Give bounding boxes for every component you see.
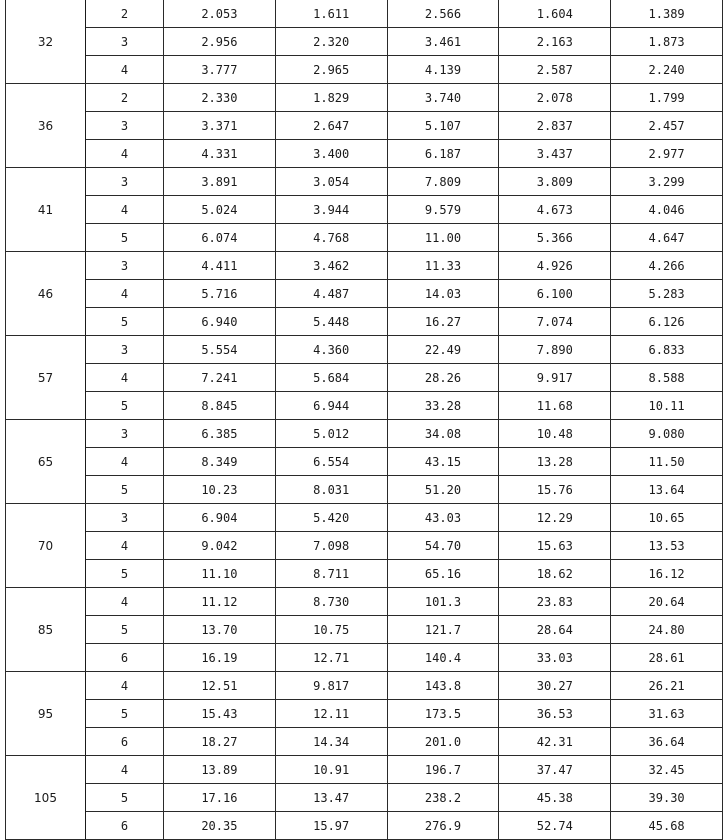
value-cell: 1.604	[499, 0, 611, 28]
value-cell: 6.554	[275, 448, 387, 476]
value-cell: 18.27	[164, 728, 276, 756]
value-cell: 10.11	[611, 392, 723, 420]
table-row	[6, 168, 723, 196]
value-cell: 8.711	[275, 560, 387, 588]
value-cell: 34.08	[387, 420, 499, 448]
value-cell: 143.8	[387, 672, 499, 700]
value-cell: 16.19	[164, 644, 276, 672]
value-cell: 9.917	[499, 364, 611, 392]
value-cell: 24.80	[611, 616, 723, 644]
value-cell: 9.579	[387, 196, 499, 224]
value-cell: 11.68	[499, 392, 611, 420]
table-row	[6, 644, 723, 672]
value-cell: 9.042	[164, 532, 276, 560]
value-cell: 6.074	[164, 224, 276, 252]
size-cell: 41	[6, 168, 86, 252]
table-row	[6, 532, 723, 560]
value-cell: 140.4	[387, 644, 499, 672]
value-cell: 36.64	[611, 728, 723, 756]
table-row	[6, 252, 723, 280]
value-cell: 28.26	[387, 364, 499, 392]
thickness-cell: 2	[86, 0, 164, 28]
value-cell: 11.50	[611, 448, 723, 476]
thickness-cell: 3	[86, 336, 164, 364]
table-row	[6, 392, 723, 420]
value-cell: 15.43	[164, 700, 276, 728]
value-cell: 1.799	[611, 84, 723, 112]
value-cell: 42.31	[499, 728, 611, 756]
value-cell: 10.23	[164, 476, 276, 504]
thickness-cell: 3	[86, 168, 164, 196]
value-cell: 6.126	[611, 308, 723, 336]
thickness-cell: 5	[86, 224, 164, 252]
table-row	[6, 784, 723, 812]
value-cell: 2.320	[275, 28, 387, 56]
table-row	[6, 616, 723, 644]
value-cell: 22.49	[387, 336, 499, 364]
thickness-cell: 5	[86, 392, 164, 420]
value-cell: 7.809	[387, 168, 499, 196]
value-cell: 6.833	[611, 336, 723, 364]
value-cell: 2.647	[275, 112, 387, 140]
value-cell: 238.2	[387, 784, 499, 812]
value-cell: 8.031	[275, 476, 387, 504]
value-cell: 3.054	[275, 168, 387, 196]
table-row	[6, 448, 723, 476]
value-cell: 23.83	[499, 588, 611, 616]
value-cell: 45.38	[499, 784, 611, 812]
value-cell: 13.89	[164, 756, 276, 784]
value-cell: 16.12	[611, 560, 723, 588]
value-cell: 14.34	[275, 728, 387, 756]
thickness-cell: 4	[86, 672, 164, 700]
thickness-cell: 5	[86, 308, 164, 336]
value-cell: 13.28	[499, 448, 611, 476]
thickness-cell: 3	[86, 112, 164, 140]
value-cell: 1.611	[275, 0, 387, 28]
value-cell: 13.53	[611, 532, 723, 560]
value-cell: 15.97	[275, 812, 387, 840]
value-cell: 2.977	[611, 140, 723, 168]
value-cell: 4.411	[164, 252, 276, 280]
table-row	[6, 812, 723, 840]
value-cell: 3.437	[499, 140, 611, 168]
value-cell: 14.03	[387, 280, 499, 308]
value-cell: 1.829	[275, 84, 387, 112]
value-cell: 2.956	[164, 28, 276, 56]
thickness-cell: 4	[86, 364, 164, 392]
value-cell: 13.47	[275, 784, 387, 812]
value-cell: 12.11	[275, 700, 387, 728]
value-cell: 32.45	[611, 756, 723, 784]
value-cell: 201.0	[387, 728, 499, 756]
value-cell: 5.448	[275, 308, 387, 336]
value-cell: 5.012	[275, 420, 387, 448]
thickness-cell: 5	[86, 700, 164, 728]
thickness-cell: 6	[86, 728, 164, 756]
thickness-cell: 4	[86, 56, 164, 84]
value-cell: 43.03	[387, 504, 499, 532]
value-cell: 5.716	[164, 280, 276, 308]
value-cell: 20.64	[611, 588, 723, 616]
value-cell: 6.385	[164, 420, 276, 448]
value-cell: 52.74	[499, 812, 611, 840]
table-row	[6, 588, 723, 616]
value-cell: 7.074	[499, 308, 611, 336]
value-cell: 2.965	[275, 56, 387, 84]
value-cell: 26.21	[611, 672, 723, 700]
value-cell: 10.48	[499, 420, 611, 448]
value-cell: 4.647	[611, 224, 723, 252]
value-cell: 5.684	[275, 364, 387, 392]
value-cell: 8.730	[275, 588, 387, 616]
value-cell: 3.891	[164, 168, 276, 196]
value-cell: 173.5	[387, 700, 499, 728]
value-cell: 31.63	[611, 700, 723, 728]
value-cell: 3.461	[387, 28, 499, 56]
value-cell: 1.389	[611, 0, 723, 28]
value-cell: 2.457	[611, 112, 723, 140]
thickness-cell: 3	[86, 420, 164, 448]
size-cell: 65	[6, 420, 86, 504]
value-cell: 13.70	[164, 616, 276, 644]
table-row	[6, 560, 723, 588]
size-cell: 46	[6, 252, 86, 336]
value-cell: 11.12	[164, 588, 276, 616]
value-cell: 4.360	[275, 336, 387, 364]
value-cell: 5.420	[275, 504, 387, 532]
value-cell: 3.777	[164, 56, 276, 84]
value-cell: 6.100	[499, 280, 611, 308]
value-cell: 9.817	[275, 672, 387, 700]
value-cell: 13.64	[611, 476, 723, 504]
table-row	[6, 364, 723, 392]
value-cell: 39.30	[611, 784, 723, 812]
table-row	[6, 336, 723, 364]
size-cell: 105	[6, 756, 86, 840]
value-cell: 5.107	[387, 112, 499, 140]
value-cell: 45.68	[611, 812, 723, 840]
value-cell: 121.7	[387, 616, 499, 644]
thickness-cell: 4	[86, 140, 164, 168]
thickness-cell: 4	[86, 588, 164, 616]
value-cell: 4.266	[611, 252, 723, 280]
thickness-cell: 5	[86, 560, 164, 588]
size-cell: 57	[6, 336, 86, 420]
value-cell: 33.28	[387, 392, 499, 420]
value-cell: 28.64	[499, 616, 611, 644]
thickness-cell: 6	[86, 644, 164, 672]
value-cell: 6.940	[164, 308, 276, 336]
value-cell: 65.16	[387, 560, 499, 588]
thickness-cell: 2	[86, 84, 164, 112]
thickness-cell: 5	[86, 784, 164, 812]
size-cell: 85	[6, 588, 86, 672]
value-cell: 11.00	[387, 224, 499, 252]
value-cell: 3.809	[499, 168, 611, 196]
value-cell: 5.024	[164, 196, 276, 224]
table-row	[6, 280, 723, 308]
table-row	[6, 0, 723, 28]
value-cell: 4.139	[387, 56, 499, 84]
value-cell: 33.03	[499, 644, 611, 672]
value-cell: 12.29	[499, 504, 611, 532]
value-cell: 4.768	[275, 224, 387, 252]
value-cell: 8.588	[611, 364, 723, 392]
value-cell: 10.65	[611, 504, 723, 532]
thickness-cell: 5	[86, 476, 164, 504]
value-cell: 4.673	[499, 196, 611, 224]
thickness-cell: 3	[86, 28, 164, 56]
value-cell: 3.740	[387, 84, 499, 112]
value-cell: 2.078	[499, 84, 611, 112]
thickness-cell: 3	[86, 252, 164, 280]
table-row	[6, 672, 723, 700]
value-cell: 4.046	[611, 196, 723, 224]
value-cell: 6.904	[164, 504, 276, 532]
value-cell: 276.9	[387, 812, 499, 840]
value-cell: 6.187	[387, 140, 499, 168]
value-cell: 43.15	[387, 448, 499, 476]
value-cell: 196.7	[387, 756, 499, 784]
thickness-cell: 5	[86, 616, 164, 644]
value-cell: 9.080	[611, 420, 723, 448]
value-cell: 7.241	[164, 364, 276, 392]
value-cell: 6.944	[275, 392, 387, 420]
value-cell: 51.20	[387, 476, 499, 504]
value-cell: 2.163	[499, 28, 611, 56]
value-cell: 101.3	[387, 588, 499, 616]
table-row	[6, 140, 723, 168]
value-cell: 2.587	[499, 56, 611, 84]
value-cell: 15.63	[499, 532, 611, 560]
value-cell: 2.330	[164, 84, 276, 112]
value-cell: 11.33	[387, 252, 499, 280]
table-row	[6, 28, 723, 56]
value-cell: 3.299	[611, 168, 723, 196]
thickness-cell: 4	[86, 532, 164, 560]
value-cell: 4.487	[275, 280, 387, 308]
table-row	[6, 756, 723, 784]
table-row	[6, 476, 723, 504]
value-cell: 11.10	[164, 560, 276, 588]
value-cell: 15.76	[499, 476, 611, 504]
value-cell: 12.51	[164, 672, 276, 700]
value-cell: 3.400	[275, 140, 387, 168]
table-row	[6, 420, 723, 448]
value-cell: 2.240	[611, 56, 723, 84]
value-cell: 1.873	[611, 28, 723, 56]
value-cell: 5.283	[611, 280, 723, 308]
table-row	[6, 308, 723, 336]
value-cell: 3.462	[275, 252, 387, 280]
thickness-cell: 4	[86, 280, 164, 308]
thickness-cell: 3	[86, 504, 164, 532]
value-cell: 16.27	[387, 308, 499, 336]
value-cell: 3.371	[164, 112, 276, 140]
thickness-cell: 6	[86, 812, 164, 840]
size-cell: 32	[6, 0, 86, 84]
value-cell: 3.944	[275, 196, 387, 224]
thickness-cell: 4	[86, 196, 164, 224]
table-row	[6, 504, 723, 532]
value-cell: 18.62	[499, 560, 611, 588]
value-cell: 5.554	[164, 336, 276, 364]
table-row	[6, 56, 723, 84]
value-cell: 36.53	[499, 700, 611, 728]
size-cell: 95	[6, 672, 86, 756]
value-cell: 8.349	[164, 448, 276, 476]
table-body	[6, 0, 723, 840]
table-row	[6, 196, 723, 224]
value-cell: 2.053	[164, 0, 276, 28]
table-row	[6, 728, 723, 756]
value-cell: 54.70	[387, 532, 499, 560]
value-cell: 30.27	[499, 672, 611, 700]
value-cell: 10.91	[275, 756, 387, 784]
value-cell: 4.926	[499, 252, 611, 280]
value-cell: 2.566	[387, 0, 499, 28]
value-cell: 10.75	[275, 616, 387, 644]
value-cell: 7.098	[275, 532, 387, 560]
table-row	[6, 84, 723, 112]
value-cell: 7.890	[499, 336, 611, 364]
table-row	[6, 112, 723, 140]
value-cell: 28.61	[611, 644, 723, 672]
value-cell: 37.47	[499, 756, 611, 784]
table-row	[6, 224, 723, 252]
size-cell: 36	[6, 84, 86, 168]
value-cell: 8.845	[164, 392, 276, 420]
value-cell: 2.837	[499, 112, 611, 140]
thickness-cell: 4	[86, 756, 164, 784]
value-cell: 4.331	[164, 140, 276, 168]
table-row	[6, 700, 723, 728]
value-cell: 5.366	[499, 224, 611, 252]
value-cell: 17.16	[164, 784, 276, 812]
value-cell: 20.35	[164, 812, 276, 840]
thickness-cell: 4	[86, 448, 164, 476]
size-cell: 70	[6, 504, 86, 588]
value-cell: 12.71	[275, 644, 387, 672]
data-table	[5, 0, 723, 840]
